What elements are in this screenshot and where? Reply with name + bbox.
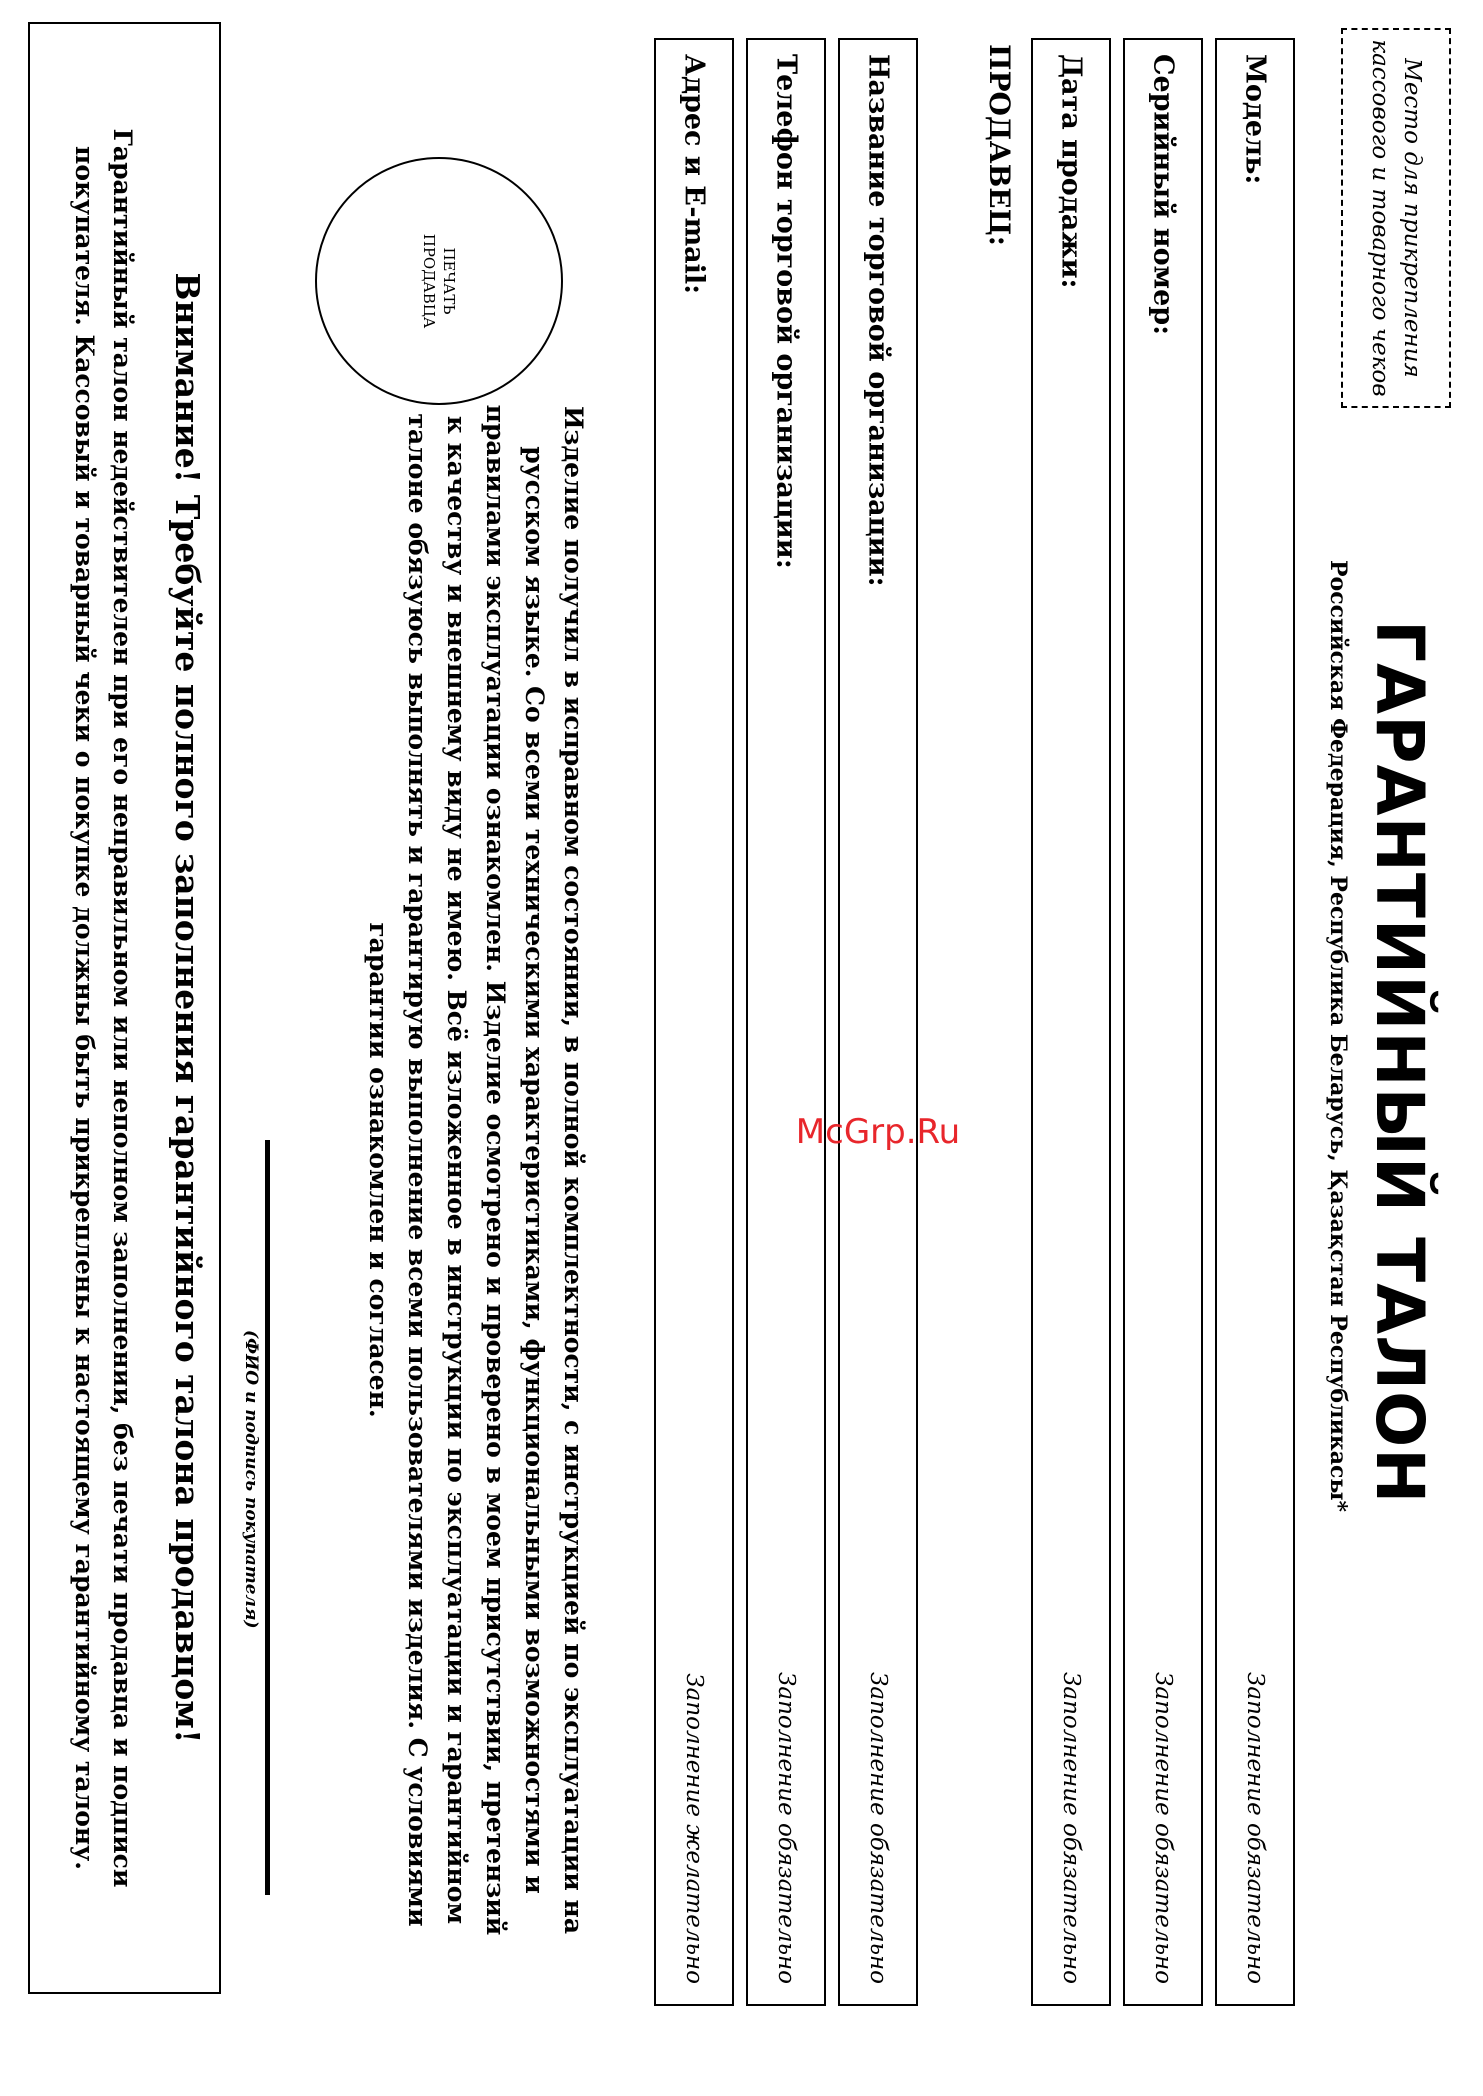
store-phone-field[interactable] xyxy=(746,38,826,2006)
stamp-line1: ПЕЧАТЬ xyxy=(440,247,458,315)
sale-date-field[interactable] xyxy=(1031,38,1111,2006)
signature-line[interactable] xyxy=(265,1140,270,1895)
attention-heading: Внимание! Требуйте полного заполнения гарантийного талона продавцом! xyxy=(168,272,207,1744)
serial-number-label: Серийный номер: xyxy=(1147,54,1179,336)
watermark-text: McGrp.Ru xyxy=(795,1112,961,1153)
sale-date-label: Дата продажи: xyxy=(1055,54,1087,289)
signature-caption: (ФИО и подпись покупателя) xyxy=(241,1330,261,1629)
store-phone-label: Телефон торговой организации: xyxy=(770,54,802,569)
address-email-label: Адрес и E-mail: xyxy=(678,54,710,295)
attention-body: Гарантийный талон недействителен при его неправильном или неполном заполнении, без печати продавца и подписи покупателя. Кассовый и товарный чеки о покупке должны быть прикреплены к настоящему гарантийному талону. xyxy=(70,128,137,1888)
seller-stamp-circle xyxy=(315,157,563,405)
serial-number-hint: Заполнение обязательно xyxy=(1150,1672,1176,1984)
model-field[interactable] xyxy=(1215,38,1295,2006)
receipt-attach-area xyxy=(1341,28,1451,408)
stamp-line2: ПРОДАВЦА xyxy=(420,233,438,329)
sale-date-hint: Заполнение обязательно xyxy=(1058,1672,1084,1984)
receipt-note-line1: Место для прикрепления xyxy=(1399,58,1425,378)
address-email-hint: Заполнение желательно xyxy=(681,1673,707,1984)
buyer-declaration: Изделие получил в исправном состоянии, в полной комплектности, с инструкцией по эксплуатации на русском языке. Со всеми техническими характеристиками, функциональными возможностями и правилами эксплуатации ознакомлен. Изделие осмотрено и проверено в моем присутствии, претензий к качеству и внешнему виду не имею. Всё изложенное в инструкции по эксплуатации и гарантийном талоне обязуюсь выполнять и гарантирую выполнение всеми пользователями изделия. С условиями гарантии ознакомлен и согласен. xyxy=(364,404,588,1936)
address-email-field[interactable] xyxy=(654,38,734,2006)
model-hint: Заполнение обязательно xyxy=(1242,1672,1268,1984)
seller-heading: ПРОДАВЕЦ: xyxy=(983,44,1016,246)
store-name-field[interactable] xyxy=(838,38,918,2006)
receipt-note-line2: кассового и товарного чеков xyxy=(1367,39,1393,397)
store-name-label: Название торговой организации: xyxy=(862,54,894,587)
page-subtitle: Российская Федерация, Республика Беларусь, Қазақстан Республикасы* xyxy=(1325,560,1351,1513)
model-label: Модель: xyxy=(1239,54,1271,185)
store-phone-hint: Заполнение обязательно xyxy=(773,1672,799,1984)
page-title: ГАРАНТИЙНЫЙ ТАЛОН xyxy=(1361,620,1438,1505)
store-name-hint: Заполнение обязательно xyxy=(865,1672,891,1984)
attention-box xyxy=(28,22,221,1994)
serial-number-field[interactable] xyxy=(1123,38,1203,2006)
